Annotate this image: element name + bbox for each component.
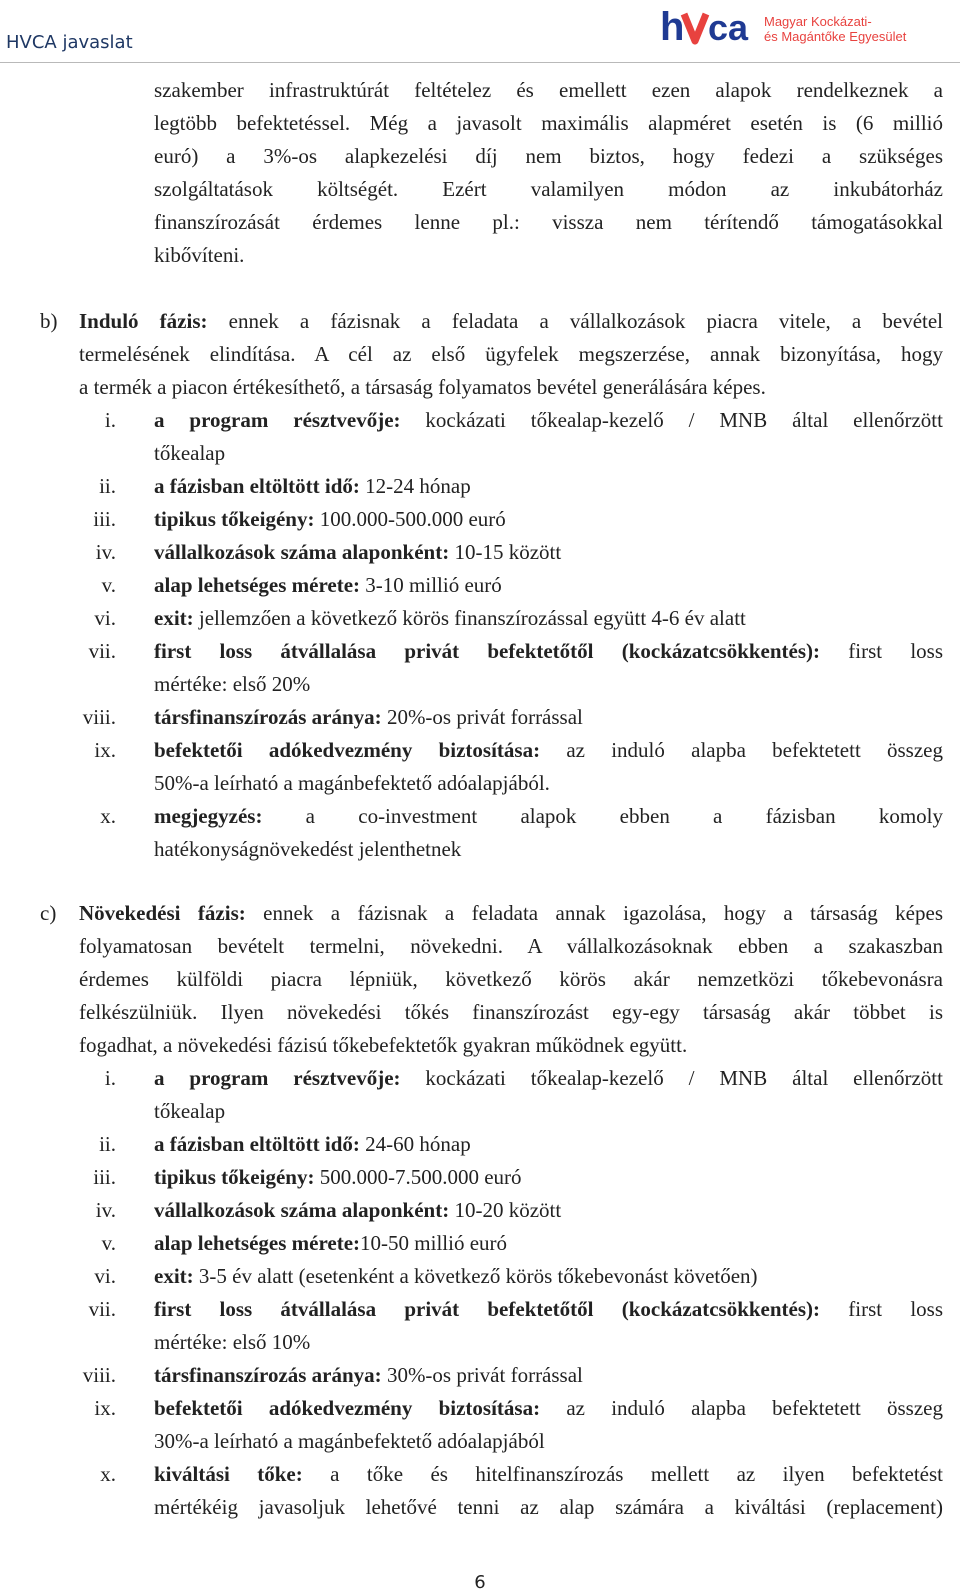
- list-item-text: befektetői adókedvezmény biztosítása: az induló alapba befektetett összeg 50%-a leírható a magánbefektető adóalapjából.: [154, 734, 943, 800]
- list-item-label: vállalkozások száma alaponként:: [154, 1198, 450, 1222]
- list-item-number: iv.: [95, 540, 116, 564]
- intro-line: finanszírozását érdemes lenne pl.: vissza nem térítendő támogatásokkal: [154, 210, 943, 234]
- list-item-text: first loss átvállalása privát befektetőtől (kockázatcsökkentés): first loss mértéke: első 20%: [154, 635, 943, 701]
- list-item-label: alap lehetséges mérete:: [154, 1231, 361, 1255]
- list-item-text: tipikus tőkeigény: 100.000-500.000 euró: [154, 507, 506, 531]
- list-item-label: first loss átvállalása privát befektetőtől (kockázatcsökkentés):: [154, 1297, 821, 1321]
- intro-line: kibővíteni.: [154, 243, 245, 267]
- list-item-number: ix.: [94, 738, 116, 762]
- list-item-text: társfinanszírozás aránya: 30%-os privát forrással: [154, 1363, 583, 1387]
- logo-tagline-line-2: és Magántőke Egyesület: [764, 29, 907, 44]
- section-c-line: felkészülniük. Ilyen növekedési tőkés finanszírozást egy-egy társaság akár többet is: [79, 1000, 943, 1024]
- list-item-label: társfinanszírozás aránya:: [154, 705, 382, 729]
- list-item-number: iii.: [93, 507, 116, 531]
- list-item-text: first loss átvállalása privát befektetőtől (kockázatcsökkentés): first loss mértéke: első 10%: [154, 1293, 943, 1359]
- list-item-number: x.: [100, 1462, 116, 1486]
- list-item-label: a fázisban eltöltött idő:: [154, 474, 360, 498]
- document-title: HVCA javaslat: [6, 32, 133, 53]
- section-b-line: termelésének elindítása. A cél az első ügyfelek megszerzése, annak bizonyítása, hogy: [79, 342, 943, 366]
- list-item-text: a program résztvevője: kockázati tőkealap-kezelő / MNB által ellenőrzött tőkealap: [154, 1062, 943, 1128]
- section-c-label: c): [40, 901, 57, 925]
- list-item-text: a program résztvevője: kockázati tőkealap-kezelő / MNB által ellenőrzött tőkealap: [154, 404, 943, 470]
- section-c-line: folyamatosan bevételt termelni, növekedni. A vállalkozásoknak ebben a szakaszban: [79, 934, 943, 958]
- section-c-lead: Növekedési fázis:: [79, 901, 246, 925]
- list-item-number: vii.: [88, 1297, 116, 1321]
- section-b-line: Induló fázis: ennek a fázisnak a feladata a vállalkozások piacra vitele, a bevétel: [79, 309, 944, 333]
- intro-paragraph: [154, 74, 943, 272]
- page-header: [0, 0, 960, 63]
- list-item-number: ii.: [99, 474, 116, 498]
- list-item-text: vállalkozások száma alaponként: 10-15 között: [154, 540, 562, 564]
- list-item-text: a fázisban eltöltött idő: 12-24 hónap: [154, 474, 471, 498]
- section-c-paragraph: [79, 897, 943, 1062]
- logo-tagline: [764, 14, 906, 44]
- list-item-text: befektetői adókedvezmény biztosítása: az induló alapba befektetett összeg 30%-a leírható a magánbefektető adóalapjából: [154, 1392, 943, 1458]
- list-item-number: v.: [101, 573, 116, 597]
- logo-tagline-line-1: Magyar Kockázati-: [764, 14, 872, 29]
- list-item-label: exit:: [154, 606, 194, 630]
- list-item-text: alap lehetséges mérete: 3-10 millió euró: [154, 573, 502, 597]
- list-item-label: exit:: [154, 1264, 194, 1288]
- section-c-line: fogadhat, a növekedési fázisú tőkebefektetők gyakran működnek együtt.: [79, 1033, 688, 1057]
- section-c-line: Növekedési fázis: ennek a fázisnak a feladata annak igazolása, hogy a társaság képes: [79, 901, 943, 925]
- list-item-number: viii.: [82, 1363, 116, 1387]
- list-item-label: társfinanszírozás aránya:: [154, 1363, 382, 1387]
- intro-line: legtöbb befektetéssel. Még a javasolt maximális alapméret esetén is (6 millió: [154, 111, 943, 135]
- list-item-label: tipikus tőkeigény:: [154, 507, 315, 531]
- list-item-continuation: mértékéig javasoljuk lehetővé tenni az alap számára a kiváltási (replacement): [154, 1495, 943, 1519]
- list-item-number: i.: [104, 1066, 116, 1090]
- page-number: 6: [474, 1572, 486, 1593]
- section-b-line: a termék a piacon értékesíthető, a társaság folyamatos bevétel generálására képes.: [79, 375, 766, 399]
- section-b-label: b): [40, 309, 58, 333]
- section-b-paragraph: [79, 305, 943, 404]
- hvca-logo: [660, 4, 960, 48]
- list-item-label: alap lehetséges mérete:: [154, 573, 361, 597]
- list-item-label: befektetői adókedvezmény biztosítása:: [154, 738, 541, 762]
- list-item-number: iv.: [95, 1198, 116, 1222]
- list-item-label: vállalkozások száma alaponként:: [154, 540, 450, 564]
- list-item-continuation: tőkealap: [154, 441, 226, 465]
- list-item-label: tipikus tőkeigény:: [154, 1165, 315, 1189]
- list-item-text: alap lehetséges mérete:10-50 millió euró: [154, 1231, 508, 1255]
- svg-text:ca: ca: [708, 7, 749, 48]
- list-item-text: tipikus tőkeigény: 500.000-7.500.000 euró: [154, 1165, 522, 1189]
- list-item-label: befektetői adókedvezmény biztosítása:: [154, 1396, 541, 1420]
- intro-line: euró) a 3%-os alapkezelési díj nem biztos, hogy fedezi a szükséges: [154, 144, 943, 168]
- svg-text:h: h: [660, 5, 685, 48]
- hvca-logo-mark: [660, 4, 760, 48]
- list-item-continuation: hatékonyságnövekedést jelenthetnek: [154, 837, 462, 861]
- intro-line: szakember infrastruktúrát feltételez és emellett ezen alapok rendelkeznek a: [154, 78, 943, 102]
- list-item-text: társfinanszírozás aránya: 20%-os privát forrással: [154, 705, 583, 729]
- list-item-number: v.: [101, 1231, 116, 1255]
- list-item-text: vállalkozások száma alaponként: 10-20 között: [154, 1198, 562, 1222]
- list-item-continuation: 50%-a leírható a magánbefektető adóalapjából.: [154, 771, 550, 795]
- list-item-number: viii.: [82, 705, 116, 729]
- intro-line: szolgáltatások költségét. Ezért valamilyen módon az inkubátorház: [154, 177, 943, 201]
- list-item-label: first loss átvállalása privát befektetőtől (kockázatcsökkentés):: [154, 639, 821, 663]
- list-item-label: a program résztvevője:: [154, 1066, 401, 1090]
- section-c-line: érdemes külföldi piacra lépniük, következő körös akár nemzetközi tőkebevonásra: [79, 967, 943, 991]
- list-item-continuation: 30%-a leírható a magánbefektető adóalapjából: [154, 1429, 545, 1453]
- list-item-continuation: mértéke: első 10%: [154, 1330, 311, 1354]
- list-item-text: exit: jellemzően a következő körös finanszírozással együtt 4-6 év alatt: [154, 606, 746, 630]
- list-item-continuation: tőkealap: [154, 1099, 226, 1123]
- list-item-number: ix.: [94, 1396, 116, 1420]
- list-item-text: megjegyzés: a co-investment alapok ebben a fázisban komoly hatékonyságnövekedést jelenthetnek: [154, 800, 943, 866]
- list-item-number: i.: [104, 408, 116, 432]
- list-item-label: a program résztvevője:: [154, 408, 401, 432]
- list-item-text: kiváltási tőke: a tőke és hitelfinanszírozás mellett az ilyen befektetést mértékéig javasoljuk lehetővé tenni az alap számára a kiváltási (replacement): [154, 1458, 943, 1524]
- list-item-number: x.: [100, 804, 116, 828]
- list-item-text: exit: 3-5 év alatt (esetenként a következő körös tőkebevonást követően): [154, 1264, 758, 1288]
- section-b-lead: Induló fázis:: [79, 309, 208, 333]
- list-item-number: vi.: [94, 606, 116, 630]
- list-item-number: ii.: [99, 1132, 116, 1156]
- list-item-number: vi.: [94, 1264, 116, 1288]
- list-item-label: kiváltási tőke:: [154, 1462, 303, 1486]
- list-item-number: vii.: [88, 639, 116, 663]
- list-item-text: a fázisban eltöltött idő: 24-60 hónap: [154, 1132, 471, 1156]
- list-item-label: megjegyzés:: [154, 804, 263, 828]
- list-item-number: iii.: [93, 1165, 116, 1189]
- list-item-continuation: mértéke: első 20%: [154, 672, 311, 696]
- list-item-label: a fázisban eltöltött idő:: [154, 1132, 360, 1156]
